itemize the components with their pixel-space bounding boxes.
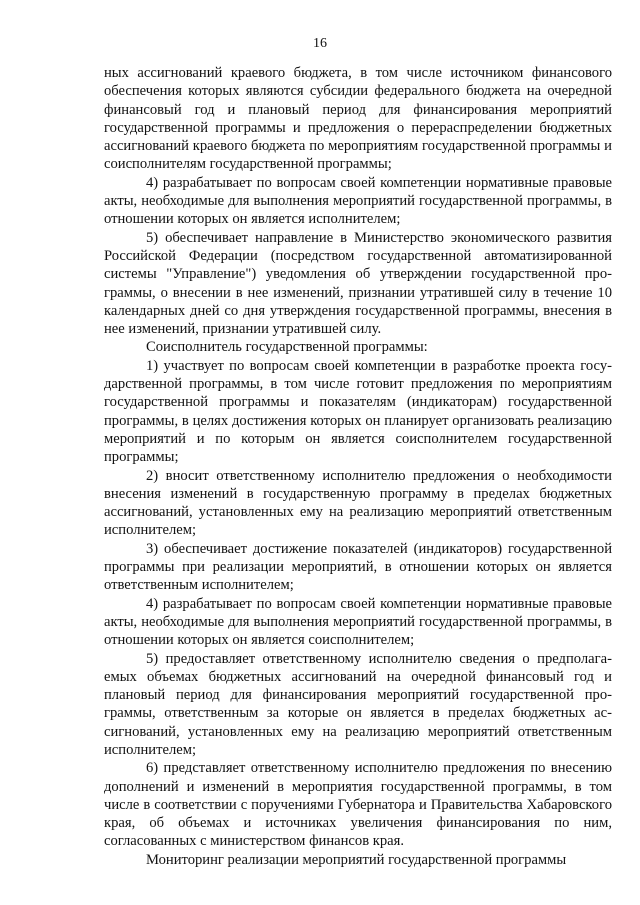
section-heading: Соисполнитель государственной программы: (146, 339, 428, 356)
paragraph: 6) представляет ответственному исполнителю предложения по внесению дополнений и изменений в мероприятия государственной программы, в том числе в соответствии с поручениями Губернатора и Правительства Хабаровского края, об объемах и источниках увеличения финансирования по ним, согласованных с министерством финансов края. (104, 760, 612, 850)
paragraph: Мониторинг реализации мероприятий государственной программы (146, 851, 567, 868)
paragraph: 1) участвует по вопросам своей компетенции в разработке проекта государственной программы, в том числе готовит предложения по мероприятиям государственной программы и показателям (индикаторам) государственной программы, в целях достижения которых он планирует организовать реализацию мероприятий и по которым он является соисполнителем государственной программы; (104, 357, 612, 466)
paragraph: 3) обеспечивает достижение показателей (индикаторов) государственной программы при реализации мероприятий, в отношении которых он является ответственным исполнителем; (104, 540, 612, 594)
document-body (104, 64, 612, 869)
paragraph: 2) вносит ответственному исполнителю предложения о необходимости внесения изменений в государственную программу в пределах бюджетных ассигнований, установленных ему на реализацию мероприятий ответственным исполнителем; (104, 467, 612, 539)
paragraph: 5) обеспечивает направление в Министерство экономического развития Российской Федерации (посредством государственной автоматизированной системы "Управление") уведомления об утверждении государственной программы, о внесении в нее изменений, признании утратившей силу в течение 10 календарных дней со дня утверждения государственной программы, внесения в нее изменений, признании утратившей силу. (104, 229, 612, 338)
paragraph: ных ассигнований краевого бюджета, в том числе источником финансового обеспечения которых являются субсидии федерального бюджета на очередной финансовый год и плановый период для финансирования мероприятий государственной программы и предложения о перераспределении бюджетных ассигнований краевого бюджета по мероприятиям государственной программы и соисполнителям государственной программы; (104, 65, 612, 173)
paragraph: 5) предоставляет ответственному исполнителю сведения о предполагаемых объемах бюджетных ассигнований на очередной финансовый год и плановый период для финансирования мероприятий государственной программы, ответственным за которые он является в пределах бюджетных ассигнований, установленных ему на реализацию мероприятий ответственным исполнителем; (104, 650, 612, 758)
page-number: 16 (313, 36, 327, 51)
paragraph: 4) разрабатывает по вопросам своей компетенции нормативные правовые акты, необходимые для выполнения мероприятий государственной программы, в отношении которых он является исполнителем; (104, 174, 612, 228)
paragraph: 4) разрабатывает по вопросам своей компетенции нормативные правовые акты, необходимые для выполнения мероприятий государственной программы, в отношении которых он является соисполнителем; (104, 595, 612, 649)
